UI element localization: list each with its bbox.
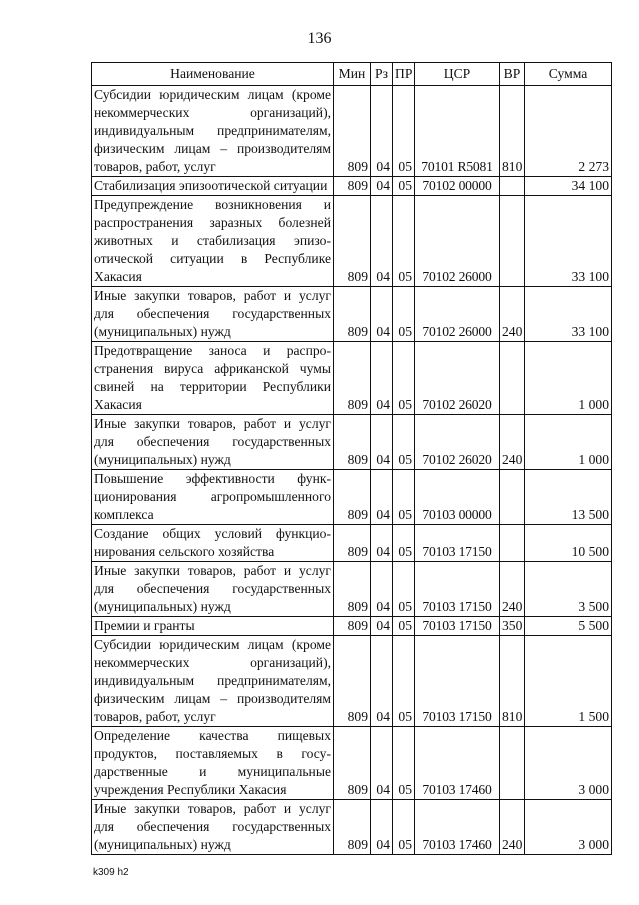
table-row bbox=[92, 562, 612, 617]
cell-name: Субсидии юридическим лицам (кроме некоммерческих организаций), индивидуальным предпринимателям, физическим лицам – производителям товаров, работ, услуг bbox=[92, 86, 334, 177]
cell-vr bbox=[500, 196, 525, 287]
table-row bbox=[92, 177, 612, 196]
cell-rz: 04 bbox=[371, 727, 393, 800]
cell-min: 809 bbox=[334, 562, 371, 617]
cell-vr bbox=[500, 342, 525, 415]
cell-vr bbox=[500, 177, 525, 196]
cell-sum: 3 000 bbox=[525, 727, 612, 800]
cell-name: Предотвращение заноса и распространения вируса африканской чумы свиней на территории Республики Хакасия bbox=[92, 342, 334, 415]
cell-rz: 04 bbox=[371, 800, 393, 855]
cell-pr: 05 bbox=[393, 415, 415, 470]
header-sum: Сумма bbox=[525, 63, 612, 86]
cell-min: 809 bbox=[334, 287, 371, 342]
cell-name: Иные закупки товаров, работ и услуг для обеспечения государственных (муниципальных) нужд bbox=[92, 800, 334, 855]
cell-sum: 5 500 bbox=[525, 617, 612, 636]
page-number: 136 bbox=[307, 30, 332, 47]
cell-pr: 05 bbox=[393, 636, 415, 727]
budget-table bbox=[91, 62, 612, 855]
cell-name: Определение качества пищевых продуктов, поставляемых в государственные и муниципальные учреждения Республики Хакасия bbox=[92, 727, 334, 800]
header-row bbox=[92, 63, 612, 86]
table-row bbox=[92, 287, 612, 342]
cell-pr: 05 bbox=[393, 470, 415, 525]
cell-sum: 33 100 bbox=[525, 196, 612, 287]
cell-pr: 05 bbox=[393, 287, 415, 342]
cell-sum: 33 100 bbox=[525, 287, 612, 342]
cell-name: Стабилизация эпизоотической ситуации bbox=[92, 177, 334, 196]
cell-csr: 70102 26000 bbox=[415, 287, 500, 342]
cell-name: Создание общих условий функционирования сельского хозяйства bbox=[92, 525, 334, 562]
cell-pr: 05 bbox=[393, 342, 415, 415]
cell-vr bbox=[500, 470, 525, 525]
cell-min: 809 bbox=[334, 415, 371, 470]
header-vr: ВР bbox=[500, 63, 525, 86]
cell-csr: 70102 26020 bbox=[415, 415, 500, 470]
cell-csr: 70103 00000 bbox=[415, 470, 500, 525]
table-row bbox=[92, 727, 612, 800]
cell-min: 809 bbox=[334, 177, 371, 196]
cell-sum: 1 500 bbox=[525, 636, 612, 727]
cell-min: 809 bbox=[334, 636, 371, 727]
cell-rz: 04 bbox=[371, 525, 393, 562]
cell-rz: 04 bbox=[371, 617, 393, 636]
cell-vr bbox=[500, 727, 525, 800]
table-row bbox=[92, 415, 612, 470]
table-row bbox=[92, 636, 612, 727]
cell-sum: 3 500 bbox=[525, 562, 612, 617]
cell-rz: 04 bbox=[371, 177, 393, 196]
cell-min: 809 bbox=[334, 196, 371, 287]
table-row bbox=[92, 470, 612, 525]
cell-name: Премии и гранты bbox=[92, 617, 334, 636]
cell-rz: 04 bbox=[371, 342, 393, 415]
cell-name: Предупреждение возникновения и распространения заразных болезней животных и стабилизация эпизоотической ситуации в Республике Хакасия bbox=[92, 196, 334, 287]
table-row bbox=[92, 617, 612, 636]
header-min: Мин bbox=[334, 63, 371, 86]
cell-min: 809 bbox=[334, 342, 371, 415]
cell-min: 809 bbox=[334, 86, 371, 177]
cell-pr: 05 bbox=[393, 562, 415, 617]
footer-code: k309 h2 bbox=[93, 867, 129, 878]
cell-pr: 05 bbox=[393, 617, 415, 636]
cell-name: Повышение эффективности функционирования агропромышленного комплекса bbox=[92, 470, 334, 525]
cell-csr: 70102 00000 bbox=[415, 177, 500, 196]
cell-rz: 04 bbox=[371, 287, 393, 342]
table-row bbox=[92, 342, 612, 415]
cell-vr bbox=[500, 525, 525, 562]
cell-rz: 04 bbox=[371, 562, 393, 617]
cell-csr: 70103 17460 bbox=[415, 800, 500, 855]
cell-sum: 1 000 bbox=[525, 415, 612, 470]
cell-pr: 05 bbox=[393, 800, 415, 855]
cell-min: 809 bbox=[334, 470, 371, 525]
cell-vr: 240 bbox=[500, 800, 525, 855]
cell-csr: 70102 26000 bbox=[415, 196, 500, 287]
cell-min: 809 bbox=[334, 800, 371, 855]
cell-rz: 04 bbox=[371, 636, 393, 727]
cell-pr: 05 bbox=[393, 177, 415, 196]
table-row bbox=[92, 86, 612, 177]
table-body bbox=[92, 86, 612, 855]
cell-rz: 04 bbox=[371, 86, 393, 177]
cell-pr: 05 bbox=[393, 196, 415, 287]
cell-csr: 70103 17460 bbox=[415, 727, 500, 800]
cell-name: Иные закупки товаров, работ и услуг для обеспечения государственных (муниципальных) нужд bbox=[92, 415, 334, 470]
cell-pr: 05 bbox=[393, 727, 415, 800]
cell-csr: 70103 17150 bbox=[415, 636, 500, 727]
cell-sum: 13 500 bbox=[525, 470, 612, 525]
cell-min: 809 bbox=[334, 525, 371, 562]
cell-vr: 810 bbox=[500, 636, 525, 727]
cell-min: 809 bbox=[334, 727, 371, 800]
cell-vr: 240 bbox=[500, 562, 525, 617]
cell-vr: 240 bbox=[500, 287, 525, 342]
cell-pr: 05 bbox=[393, 86, 415, 177]
table-row bbox=[92, 800, 612, 855]
cell-name: Иные закупки товаров, работ и услуг для обеспечения государственных (муниципальных) нужд bbox=[92, 562, 334, 617]
header-csr: ЦСР bbox=[415, 63, 500, 86]
cell-csr: 70103 17150 bbox=[415, 617, 500, 636]
table-row bbox=[92, 196, 612, 287]
cell-vr: 350 bbox=[500, 617, 525, 636]
cell-csr: 70101 R5081 bbox=[415, 86, 500, 177]
cell-sum: 10 500 bbox=[525, 525, 612, 562]
cell-sum: 1 000 bbox=[525, 342, 612, 415]
cell-rz: 04 bbox=[371, 415, 393, 470]
table-row bbox=[92, 525, 612, 562]
cell-vr: 810 bbox=[500, 86, 525, 177]
cell-rz: 04 bbox=[371, 196, 393, 287]
cell-rz: 04 bbox=[371, 470, 393, 525]
cell-name: Субсидии юридическим лицам (кроме некоммерческих организаций), индивидуальным предпринимателям, физическим лицам – производителям товаров, работ, услуг bbox=[92, 636, 334, 727]
cell-min: 809 bbox=[334, 617, 371, 636]
cell-vr: 240 bbox=[500, 415, 525, 470]
header-name: Наименование bbox=[92, 63, 334, 86]
cell-sum: 34 100 bbox=[525, 177, 612, 196]
cell-name: Иные закупки товаров, работ и услуг для обеспечения государственных (муниципальных) нужд bbox=[92, 287, 334, 342]
header-pr: ПР bbox=[393, 63, 415, 86]
cell-csr: 70102 26020 bbox=[415, 342, 500, 415]
cell-sum: 3 000 bbox=[525, 800, 612, 855]
cell-csr: 70103 17150 bbox=[415, 562, 500, 617]
cell-sum: 2 273 bbox=[525, 86, 612, 177]
cell-csr: 70103 17150 bbox=[415, 525, 500, 562]
cell-pr: 05 bbox=[393, 525, 415, 562]
header-rz: Рз bbox=[371, 63, 393, 86]
